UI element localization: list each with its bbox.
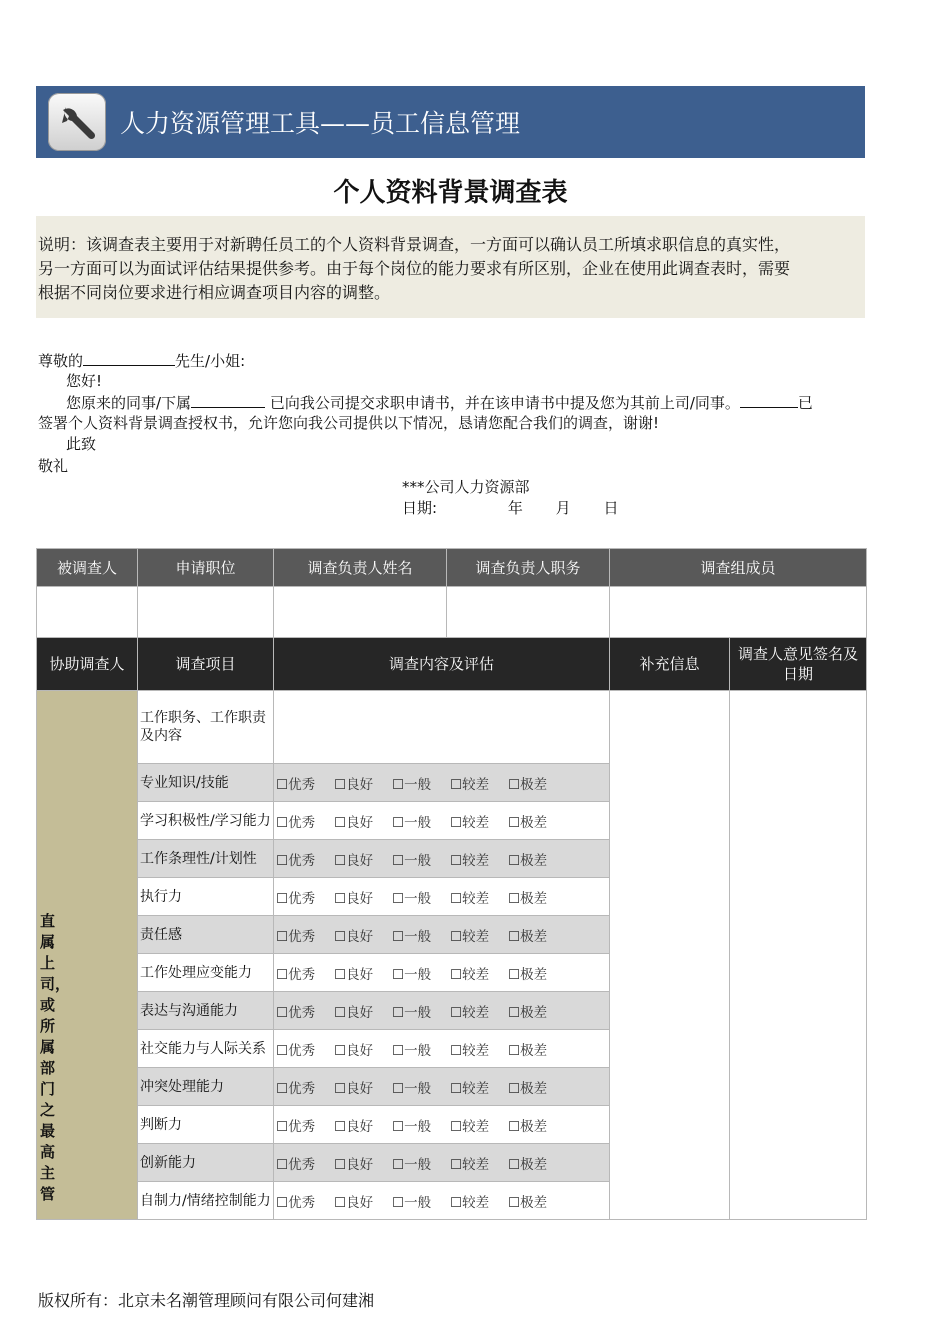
rating-checkbox[interactable]: ☐一般 [392, 966, 432, 983]
body-text: 已 [797, 394, 813, 412]
letter-closing: 此致 [66, 435, 97, 453]
item-label: 工作职务、工作职责及内容 [138, 691, 274, 764]
note-line: 根据不同岗位要求进行相应调查项目内容的调整。 [38, 283, 391, 302]
note-line: 另一方面可以为面试评估结果提供参考。由于每个岗位的能力要求有所区别，企业在使用此调查表时，需要 [38, 259, 791, 278]
rating-checkbox[interactable]: ☐良好 [334, 1042, 374, 1059]
table-row [37, 691, 867, 764]
instructions-note [36, 216, 865, 318]
header-cell: 调查组成员 [610, 549, 867, 587]
colleague-blank[interactable] [191, 392, 265, 408]
rating-checkbox[interactable]: ☐一般 [392, 852, 432, 869]
rating-checkbox[interactable]: ☐优秀 [276, 1080, 316, 1097]
rating-checkbox[interactable]: ☐极差 [508, 890, 548, 907]
rating-checkbox[interactable]: ☐优秀 [276, 1004, 316, 1021]
name-blank[interactable] [83, 350, 175, 366]
rating-options [274, 878, 610, 916]
rating-options [274, 992, 610, 1030]
rating-options [274, 1182, 610, 1220]
table-input-row [37, 587, 867, 638]
item-label: 执行力 [138, 878, 274, 916]
rating-checkbox[interactable]: ☐较差 [450, 1118, 490, 1135]
rating-options [274, 1106, 610, 1144]
rating-checkbox[interactable]: ☐较差 [450, 1080, 490, 1097]
rating-checkbox[interactable]: ☐优秀 [276, 1194, 316, 1211]
rating-options [274, 916, 610, 954]
rating-checkbox[interactable]: ☐优秀 [276, 1042, 316, 1059]
rating-checkbox[interactable]: ☐良好 [334, 966, 374, 983]
input-cell[interactable] [37, 587, 138, 638]
rating-options [274, 1068, 610, 1106]
supplement-cell[interactable] [610, 691, 730, 1220]
rating-checkbox[interactable]: ☐极差 [508, 1042, 548, 1059]
item-label: 社交能力与人际关系 [138, 1030, 274, 1068]
rating-checkbox[interactable]: ☐极差 [508, 852, 548, 869]
rating-checkbox[interactable]: ☐极差 [508, 814, 548, 831]
rating-checkbox[interactable]: ☐较差 [450, 890, 490, 907]
rating-checkbox[interactable]: ☐较差 [450, 1004, 490, 1021]
document-title: 个人资料背景调查表 [333, 178, 568, 208]
header-cell: 申请职位 [138, 549, 274, 587]
rating-checkbox[interactable]: ☐较差 [450, 814, 490, 831]
header-cell: 调查项目 [138, 638, 274, 691]
rating-options [274, 1144, 610, 1182]
rating-checkbox[interactable]: ☐一般 [392, 1156, 432, 1173]
rating-checkbox[interactable]: ☐优秀 [276, 1118, 316, 1135]
assistant-category: 直属上司，或所属部门之最高主管 [37, 691, 138, 1220]
item-label: 创新能力 [138, 1144, 274, 1182]
salutation-text: 尊敬的 [38, 352, 84, 370]
rating-checkbox[interactable]: ☐一般 [392, 1042, 432, 1059]
rating-checkbox[interactable]: ☐良好 [334, 852, 374, 869]
rating-checkbox[interactable]: ☐优秀 [276, 1156, 316, 1173]
rating-checkbox[interactable]: ☐极差 [508, 966, 548, 983]
rating-checkbox[interactable]: ☐极差 [508, 1080, 548, 1097]
rating-options [274, 840, 610, 878]
opinion-cell[interactable] [730, 691, 867, 1220]
item-label: 工作条理性/计划性 [138, 840, 274, 878]
survey-table [36, 548, 867, 1220]
date-label: 日期: [402, 499, 438, 517]
item-label: 工作处理应变能力 [138, 954, 274, 992]
item-label: 判断力 [138, 1106, 274, 1144]
header-cell: 补充信息 [610, 638, 730, 691]
rating-checkbox[interactable]: ☐优秀 [276, 776, 316, 793]
header-cell: 调查负责人姓名 [274, 549, 447, 587]
item-label: 责任感 [138, 916, 274, 954]
year-label: 年 [507, 499, 523, 517]
rating-checkbox[interactable]: ☐极差 [508, 1004, 548, 1021]
letter-body-line1 [66, 392, 813, 414]
rating-checkbox[interactable]: ☐一般 [392, 1080, 432, 1097]
rating-checkbox[interactable]: ☐较差 [450, 1194, 490, 1211]
rating-checkbox[interactable]: ☐较差 [450, 1156, 490, 1173]
rating-checkbox[interactable]: ☐优秀 [276, 928, 316, 945]
rating-checkbox[interactable]: ☐优秀 [276, 966, 316, 983]
copyright-footer: 版权所有：北京未名潮管理顾问有限公司何建湘 [38, 1291, 375, 1310]
input-cell[interactable] [447, 587, 610, 638]
content-cell[interactable] [274, 691, 610, 764]
day-label: 日 [603, 499, 619, 517]
rating-checkbox[interactable]: ☐一般 [392, 814, 432, 831]
rating-checkbox[interactable]: ☐较差 [450, 966, 490, 983]
table-header-row [37, 549, 867, 587]
rating-checkbox[interactable]: ☐优秀 [276, 890, 316, 907]
rating-checkbox[interactable]: ☐一般 [392, 1118, 432, 1135]
header-cell: 被调查人 [37, 549, 138, 587]
letter-date [402, 498, 618, 519]
item-label: 冲突处理能力 [138, 1068, 274, 1106]
rating-checkbox[interactable]: ☐较差 [450, 776, 490, 793]
rating-checkbox[interactable]: ☐良好 [334, 1194, 374, 1211]
item-label: 学习积极性/学习能力 [138, 802, 274, 840]
table-header-row [37, 638, 867, 691]
rating-checkbox[interactable]: ☐极差 [508, 1118, 548, 1135]
header-cell: 调查负责人职务 [447, 549, 610, 587]
letter-regards: 敬礼 [38, 457, 69, 475]
rating-checkbox[interactable]: ☐较差 [450, 852, 490, 869]
rating-checkbox[interactable]: ☐较差 [450, 928, 490, 945]
body-text: 您原来的同事/下属 [66, 394, 192, 412]
rating-checkbox[interactable]: ☐极差 [508, 1156, 548, 1173]
rating-options [274, 1030, 610, 1068]
letter-greeting: 您好! [66, 372, 103, 390]
rating-checkbox[interactable]: ☐良好 [334, 776, 374, 793]
rating-checkbox[interactable]: ☐良好 [334, 1004, 374, 1021]
letter-sender: ***公司人力资源部 [402, 478, 530, 496]
input-cell[interactable] [274, 587, 447, 638]
candidate-blank[interactable] [740, 392, 798, 408]
banner-title: 人力资源管理工具——员工信息管理 [120, 109, 521, 138]
rating-checkbox[interactable]: ☐极差 [508, 776, 548, 793]
rating-checkbox[interactable]: ☐良好 [334, 1156, 374, 1173]
body-text: 已向我公司提交求职申请书，并在该申请书中提及您为其前上司/同事。 [269, 394, 740, 412]
rating-options [274, 764, 610, 802]
rating-checkbox[interactable]: ☐良好 [334, 1080, 374, 1097]
rating-checkbox[interactable]: ☐较差 [450, 1042, 490, 1059]
rating-checkbox[interactable]: ☐优秀 [276, 814, 316, 831]
letter-body-line2: 签署个人资料背景调查授权书，允许您向我公司提供以下情况，恳请您配合我们的调查，谢谢! [38, 414, 660, 432]
letter-salutation [38, 350, 245, 372]
rating-checkbox[interactable]: ☐良好 [334, 1118, 374, 1135]
month-label: 月 [555, 499, 571, 517]
rating-checkbox[interactable]: ☐良好 [334, 814, 374, 831]
item-label: 专业知识/技能 [138, 764, 274, 802]
rating-checkbox[interactable]: ☐一般 [392, 928, 432, 945]
rating-checkbox[interactable]: ☐极差 [508, 928, 548, 945]
rating-checkbox[interactable]: ☐良好 [334, 928, 374, 945]
wrench-icon [48, 93, 106, 151]
rating-checkbox[interactable]: ☐优秀 [276, 852, 316, 869]
header-cell: 调查内容及评估 [274, 638, 610, 691]
item-label: 自制力/情绪控制能力 [138, 1182, 274, 1220]
header-cell: 调查人意见签名及日期 [730, 638, 867, 691]
rating-options [274, 954, 610, 992]
rating-checkbox[interactable]: ☐一般 [392, 890, 432, 907]
rating-checkbox[interactable]: ☐一般 [392, 1194, 432, 1211]
header-cell: 协助调查人 [37, 638, 138, 691]
rating-options [274, 802, 610, 840]
item-label: 表达与沟通能力 [138, 992, 274, 1030]
rating-checkbox[interactable]: ☐一般 [392, 776, 432, 793]
rating-checkbox[interactable]: ☐良好 [334, 890, 374, 907]
rating-checkbox[interactable]: ☐一般 [392, 1004, 432, 1021]
input-cell[interactable] [138, 587, 274, 638]
rating-checkbox[interactable]: ☐极差 [508, 1194, 548, 1211]
salutation-suffix: 先生/小姐: [175, 352, 246, 370]
header-banner [36, 86, 865, 158]
input-cell[interactable] [610, 587, 867, 638]
note-line: 说明：该调查表主要用于对新聘任员工的个人资料背景调查，一方面可以确认员工所填求职信息的真实性， [38, 235, 791, 254]
